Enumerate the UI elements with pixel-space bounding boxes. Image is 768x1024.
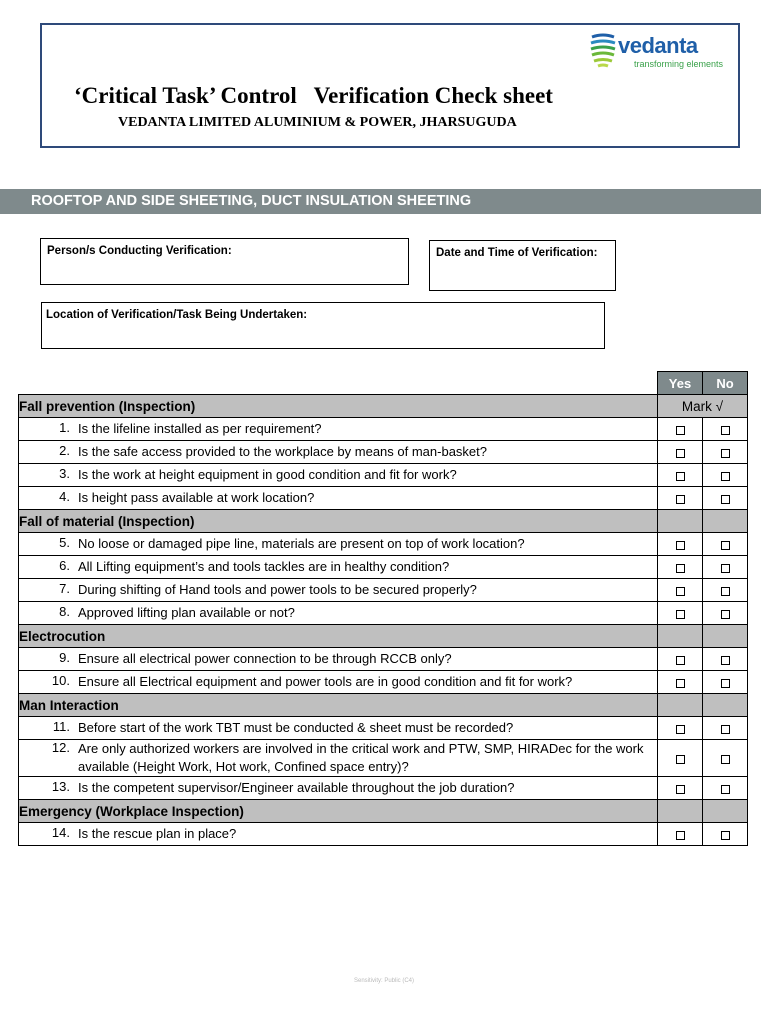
checklist-row [19,556,748,579]
yes-checkbox[interactable] [676,564,685,573]
yes-checkbox[interactable] [676,426,685,435]
question-number: 10. [51,673,70,688]
yes-checkbox[interactable] [676,785,685,794]
checklist-row [19,533,748,556]
no-checkbox[interactable] [721,831,730,840]
datetime-field-label: Date and Time of Verification: [436,247,598,259]
no-checkbox[interactable] [721,755,730,764]
yes-checkbox[interactable] [676,755,685,764]
question-text: Approved lifting plan available or not? [78,605,295,620]
header-box [40,23,740,148]
yes-checkbox[interactable] [676,610,685,619]
checklist-row [19,717,748,740]
checklist-row [19,602,748,625]
vedanta-logo [588,29,728,73]
section-heading: Fall of material (Inspection) [19,510,658,533]
question-text: Ensure all Electrical equipment and power tools are in good condition and fit for work? [78,674,573,689]
checklist-row [19,671,748,694]
section-header-row [19,510,748,533]
question-text: Is the work at height equipment in good condition and fit for work? [78,467,457,482]
page-title: ‘Critical Task’ Control Verification Check sheet [74,83,553,108]
section-heading: Electrocution [19,625,658,648]
section-title-bar: ROOFTOP AND SIDE SHEETING, DUCT INSULATION SHEETING [0,189,761,214]
yes-checkbox[interactable] [676,679,685,688]
no-checkbox[interactable] [721,541,730,550]
question-number: 9. [59,650,70,665]
question-text: Is height pass available at work location? [78,490,315,505]
question-text: Ensure all electrical power connection to be through RCCB only? [78,651,452,666]
no-checkbox[interactable] [721,610,730,619]
location-field[interactable] [41,302,605,349]
person-field[interactable] [40,238,409,285]
question-text: All Lifting equipment’s and tools tackles are in healthy condition? [78,559,450,574]
no-checkbox[interactable] [721,587,730,596]
yes-checkbox[interactable] [676,541,685,550]
question-number: 5. [59,535,70,550]
section-heading: Emergency (Workplace Inspection) [19,800,658,823]
verification-checklist-table [18,371,748,846]
question-number: 3. [59,466,70,481]
no-checkbox[interactable] [721,656,730,665]
checklist-row [19,441,748,464]
yes-checkbox[interactable] [676,656,685,665]
question-number: 12. [51,740,70,755]
question-text: Before start of the work TBT must be conducted & sheet must be recorded? [78,720,514,735]
logo-tagline: transforming elements [634,59,724,69]
question-number: 6. [59,558,70,573]
question-number: 11. [52,719,70,734]
question-text: Is the safe access provided to the workplace by means of man-basket? [78,444,487,459]
section-header-row [19,395,748,418]
no-checkbox[interactable] [721,495,730,504]
section-heading: Fall prevention (Inspection) [19,395,658,418]
no-checkbox[interactable] [721,564,730,573]
question-number: 13. [51,779,70,794]
question-number: 2. [59,443,70,458]
no-checkbox[interactable] [721,472,730,481]
leaf-logo-icon [588,31,618,71]
no-header: No [703,372,748,395]
datetime-field[interactable] [429,240,616,291]
yes-header: Yes [658,372,703,395]
checklist-row [19,579,748,602]
question-text: No loose or damaged pipe line, materials are present on top of work location? [78,536,525,551]
no-checkbox[interactable] [721,449,730,458]
checklist-row [19,777,748,800]
location-field-label: Location of Verification/Task Being Undertaken: [46,309,308,321]
section-header-row [19,625,748,648]
yes-checkbox[interactable] [676,725,685,734]
no-checkbox[interactable] [721,679,730,688]
section-header-row [19,694,748,717]
question-number: 7. [59,581,70,596]
no-checkbox[interactable] [721,426,730,435]
question-number: 14. [51,825,70,840]
question-number: 1. [59,420,70,435]
checklist-row [19,823,748,846]
mark-label: Mark √ [658,395,748,418]
yes-checkbox[interactable] [676,472,685,481]
checklist-row [19,648,748,671]
logo-wordmark: vedanta [618,33,698,58]
yes-checkbox[interactable] [676,587,685,596]
question-text: Are only authorized workers are involved in the critical work and PTW, SMP, HIRADec for the work available (Height Work, Hot work, Confined space entry)? [78,741,644,774]
sensitivity-footer: Sensitivity: Public (C4) [353,978,415,984]
section-heading: Man Interaction [19,694,658,717]
question-number: 8. [59,604,70,619]
question-text: Is the lifeline installed as per requirement? [78,421,322,436]
checklist-row [19,740,748,777]
question-text: During shifting of Hand tools and power tools to be secured properly? [78,582,477,597]
question-text: Is the rescue plan in place? [78,826,237,841]
no-checkbox[interactable] [721,785,730,794]
no-checkbox[interactable] [721,725,730,734]
checklist-row [19,487,748,510]
checklist-row [19,464,748,487]
yes-no-header-row [19,372,748,395]
person-field-label: Person/s Conducting Verification: [47,245,232,257]
checklist-row [19,418,748,441]
page-subtitle: VEDANTA LIMITED ALUMINIUM & POWER, JHARSUGUDA [118,115,517,130]
section-header-row [19,800,748,823]
question-text: Is the competent supervisor/Engineer available throughout the job duration? [78,780,515,795]
yes-checkbox[interactable] [676,449,685,458]
question-number: 4. [59,489,70,504]
yes-checkbox[interactable] [676,495,685,504]
yes-checkbox[interactable] [676,831,685,840]
